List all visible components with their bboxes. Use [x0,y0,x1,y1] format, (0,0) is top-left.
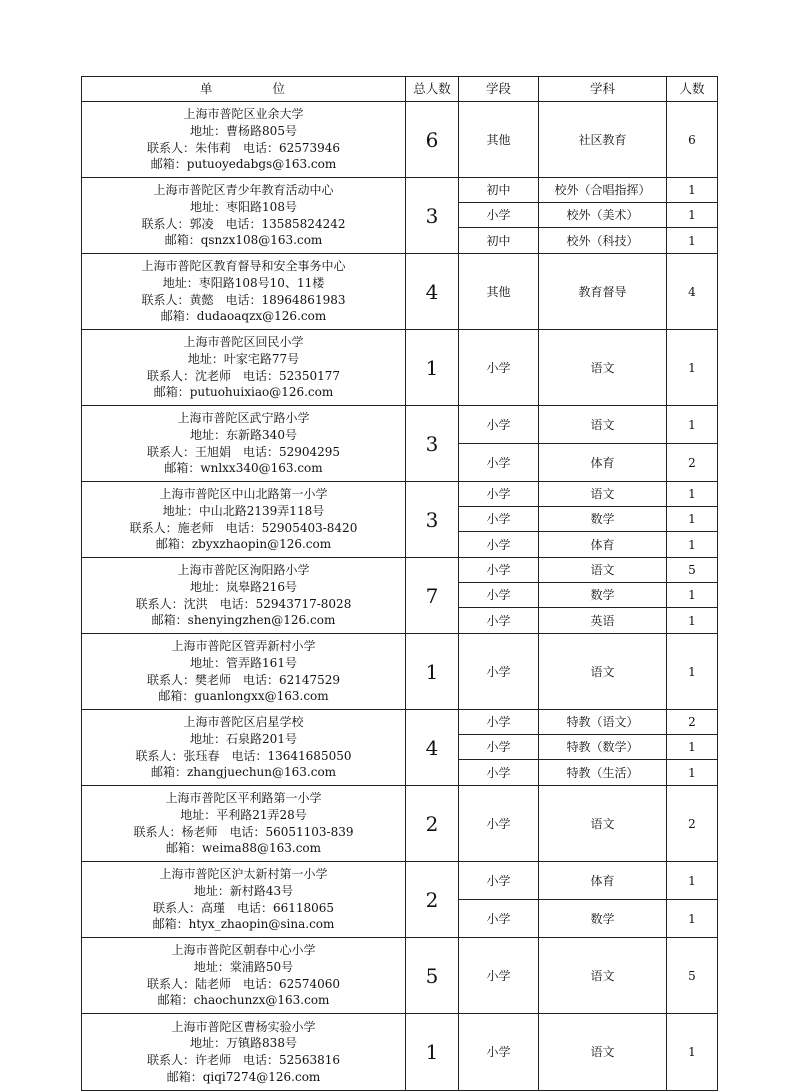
school-contact: 联系人：陆老师 电话：62574060 [146,976,341,991]
school-name: 上海市普陀区武宁路小学 [177,411,310,426]
count-cell: 1 [667,634,718,710]
school-info-cell [82,786,406,862]
stage-cell: 初中 [459,228,539,254]
subject-cell: 特教（语文） [539,710,667,735]
school-email: 邮箱：chaochunzx@163.com [157,993,330,1008]
table-row [82,102,718,178]
stage-cell: 小学 [459,710,539,735]
school-email: 邮箱：weima88@163.com [165,841,322,856]
school-address: 地址：岚皋路216号 [190,579,297,594]
subject-cell: 语文 [539,558,667,583]
table-row [82,786,718,862]
table-row [82,938,718,1014]
subject-cell: 语文 [539,1014,667,1091]
header-total: 总人数 [406,77,459,102]
total-count-cell: 3 [406,482,459,558]
subject-cell: 数学 [539,583,667,608]
school-name: 上海市普陀区洵阳路小学 [177,563,310,578]
school-info-cell [82,938,406,1014]
count-cell: 6 [667,102,718,178]
stage-cell: 小学 [459,558,539,583]
stage-cell: 小学 [459,583,539,608]
school-address: 地址：枣阳路108号 [190,199,297,214]
count-cell: 1 [667,178,718,203]
header-unit: 单 位 [82,77,406,102]
count-cell: 2 [667,444,718,482]
school-email: 邮箱：wnlxx340@163.com [164,461,323,476]
school-name: 上海市普陀区教育督导和安全事务中心 [141,259,346,274]
school-email: 邮箱：guanlongxx@163.com [158,689,329,704]
stage-cell: 初中 [459,178,539,203]
school-info-cell [82,102,406,178]
table-row [82,330,718,406]
subject-cell: 特教（数学） [539,735,667,760]
school-address: 地址：万镇路838号 [190,1036,297,1051]
school-contact: 联系人：许老师 电话：52563816 [146,1053,341,1067]
school-contact: 联系人：沈老师 电话：52350177 [146,368,341,383]
school-address: 地址：枣阳路108号10、11楼 [162,275,325,290]
subject-cell: 校外（科技） [539,228,667,254]
school-contact: 联系人：黄懿 电话：18964861983 [141,292,346,307]
count-cell: 1 [667,1014,718,1091]
subject-cell: 数学 [539,900,667,938]
school-info-cell [82,862,406,938]
count-cell: 1 [667,608,718,634]
recruitment-table-page [81,76,718,1091]
school-email: 邮箱：putuoyedabgs@163.com [150,157,337,172]
count-cell: 2 [667,786,718,862]
subject-cell: 语文 [539,482,667,507]
count-cell: 1 [667,482,718,507]
school-contact: 联系人：张珏春 电话：13641685050 [135,748,352,763]
count-cell: 1 [667,406,718,444]
school-email: 邮箱：putuohuixiao@126.com [153,385,334,400]
count-cell: 4 [667,254,718,330]
total-count-cell: 7 [406,558,459,634]
subject-cell: 语文 [539,938,667,1014]
school-info-cell [82,558,406,634]
header-count: 人数 [667,77,718,102]
total-count-cell: 5 [406,938,459,1014]
total-count-cell: 1 [406,330,459,406]
total-count-cell: 2 [406,786,459,862]
school-contact: 联系人：沈洪 电话：52943717-8028 [135,596,352,611]
table-row [82,1014,718,1091]
school-name: 上海市普陀区朝春中心小学 [171,943,316,958]
total-count-cell: 4 [406,254,459,330]
school-email: 邮箱：shenyingzhen@126.com [151,613,336,628]
table-row [82,558,718,583]
subject-cell: 社区教育 [539,102,667,178]
total-count-cell: 1 [406,1014,459,1091]
total-count-cell: 4 [406,710,459,786]
stage-cell: 小学 [459,760,539,786]
stage-cell: 小学 [459,444,539,482]
table-header-row [82,77,718,102]
stage-cell: 小学 [459,786,539,862]
school-info-cell [82,254,406,330]
school-name: 上海市普陀区启星学校 [183,715,304,730]
count-cell: 1 [667,203,718,228]
count-cell: 1 [667,760,718,786]
subject-cell: 特教（生活） [539,760,667,786]
count-cell: 1 [667,735,718,760]
school-contact: 联系人：朱伟莉 电话：62573946 [146,140,341,155]
total-count-cell: 2 [406,862,459,938]
count-cell: 5 [667,938,718,1014]
school-contact: 联系人：郭凌 电话：13585824242 [141,216,346,231]
total-count-cell: 6 [406,102,459,178]
stage-cell: 其他 [459,254,539,330]
table-row [82,482,718,507]
school-email: 邮箱：htyx_zhaopin@sina.com [152,917,335,932]
total-count-cell: 1 [406,634,459,710]
count-cell: 1 [667,507,718,532]
table-row [82,710,718,735]
school-name: 上海市普陀区中山北路第一小学 [159,487,328,502]
table-row [82,178,718,203]
stage-cell: 小学 [459,406,539,444]
header-stage: 学段 [459,77,539,102]
school-contact: 联系人：王旭娟 电话：52904295 [146,444,341,459]
subject-cell: 体育 [539,862,667,900]
count-cell: 1 [667,228,718,254]
school-address: 地址：中山北路2139弄118号 [162,503,325,518]
table-row [82,634,718,710]
school-name: 上海市普陀区管弄新村小学 [171,639,316,654]
stage-cell: 小学 [459,330,539,406]
count-cell: 1 [667,900,718,938]
subject-cell: 体育 [539,444,667,482]
stage-cell: 小学 [459,608,539,634]
subject-cell: 语文 [539,330,667,406]
table-row [82,254,718,330]
table-body [82,102,718,1091]
recruitment-table [81,76,718,1091]
stage-cell: 小学 [459,938,539,1014]
school-address: 地址：管弄路161号 [190,655,297,670]
count-cell: 1 [667,583,718,608]
stage-cell: 小学 [459,203,539,228]
school-info-cell [82,1014,406,1091]
stage-cell: 小学 [459,900,539,938]
subject-cell: 校外（合唱指挥） [539,178,667,203]
total-count-cell: 3 [406,406,459,482]
stage-cell: 小学 [459,482,539,507]
count-cell: 1 [667,330,718,406]
school-address: 地址：东新路340号 [190,427,297,442]
school-address: 地址：棠浦路50号 [193,959,294,974]
school-info-cell [82,710,406,786]
school-address: 地址：平利路21弄28号 [180,807,307,822]
stage-cell: 小学 [459,532,539,558]
school-name: 上海市普陀区曹杨实验小学 [171,1019,316,1034]
stage-cell: 小学 [459,735,539,760]
school-name: 上海市普陀区回民小学 [183,335,304,350]
school-name: 上海市普陀区平利路第一小学 [165,791,322,806]
subject-cell: 语文 [539,406,667,444]
school-email: 邮箱：qiqi7274@126.com [166,1069,321,1084]
school-contact: 联系人：高瑾 电话：66118065 [152,900,335,915]
school-name: 上海市普陀区青少年教育活动中心 [153,183,334,198]
stage-cell: 小学 [459,862,539,900]
count-cell: 5 [667,558,718,583]
subject-cell: 数学 [539,507,667,532]
school-contact: 联系人：樊老师 电话：62147529 [146,672,341,687]
subject-cell: 语文 [539,786,667,862]
subject-cell: 教育督导 [539,254,667,330]
school-address: 地址：曹杨路805号 [190,123,297,138]
header-subject: 学科 [539,77,667,102]
total-count-cell: 3 [406,178,459,254]
school-contact: 联系人：施老师 电话：52905403-8420 [129,520,358,535]
school-email: 邮箱：qsnzx108@163.com [164,233,323,248]
subject-cell: 英语 [539,608,667,634]
school-email: 邮箱：zbyxzhaopin@126.com [155,537,332,552]
school-name: 上海市普陀区业余大学 [183,107,304,122]
stage-cell: 小学 [459,507,539,532]
school-info-cell [82,406,406,482]
school-address: 地址：新村路43号 [193,883,294,898]
school-email: 邮箱：zhangjuechun@163.com [150,765,337,780]
table-row [82,406,718,444]
school-contact: 联系人：杨老师 电话：56051103-839 [133,824,354,839]
school-email: 邮箱：dudaoaqzx@126.com [160,309,327,324]
stage-cell: 小学 [459,1014,539,1091]
table-row [82,862,718,900]
stage-cell: 小学 [459,634,539,710]
school-address: 地址：石泉路201号 [190,731,297,746]
count-cell: 1 [667,532,718,558]
school-info-cell [82,330,406,406]
stage-cell: 其他 [459,102,539,178]
subject-cell: 体育 [539,532,667,558]
school-info-cell [82,482,406,558]
count-cell: 1 [667,862,718,900]
school-name: 上海市普陀区沪太新村第一小学 [159,867,328,882]
school-address: 地址：叶家宅路77号 [187,351,300,366]
school-info-cell [82,634,406,710]
school-info-cell [82,178,406,254]
subject-cell: 语文 [539,634,667,710]
count-cell: 2 [667,710,718,735]
subject-cell: 校外（美术） [539,203,667,228]
